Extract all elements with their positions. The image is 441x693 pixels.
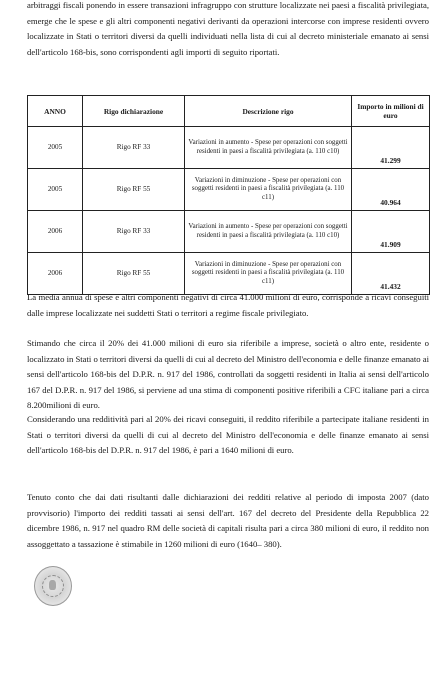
expense-table: [27, 95, 430, 295]
paragraph-intro: arbitraggi fiscali ponendo in essere transazioni infragruppo con strutture localizzate nei paesi a fiscalità privilegiata, emerge che le spese e gli altri componenti negativi derivanti da operazioni intercorse con imprese residenti ovvero localizzate in Stati o territori diversi da quelli individuati nella lista di cui al decreto ministeriale emanato ai sensi dell'articolo 168-bis, sono corrispondenti agli importi di seguito riportati.: [27, 0, 429, 57]
cell-rigo: Rigo RF 33: [83, 211, 185, 253]
table-row: [28, 169, 430, 211]
cell-importo: 41.432: [352, 253, 430, 295]
cell-anno: 2006: [28, 253, 83, 295]
paragraph-media-annua: La media annua di spese e altri componenti negativi di circa 41.000 milioni di euro, corrisponde a ricavi conseguiti dalle imprese localizzate nei suddetti Stati o territori a regime fiscale privilegiato.: [27, 292, 429, 318]
cell-descrizione: Variazioni in diminuzione - Spese per operazioni con soggetti residenti in paesi a fiscalità privilegiata (a. 110 c11): [185, 253, 352, 295]
paragraph-redditivita: Considerando una redditività pari al 20% dei ricavi conseguiti, il reddito riferibile a partecipate italiane residenti in Stati o territori diversi da quelli di cui al decreto del Ministro dell'economia e delle finanze emanato ai sensi dell'articolo 168-bis del D.P.R. n. 917 del 1986, è pari a 1640 milioni di euro.: [27, 414, 429, 455]
table-row: [28, 127, 430, 169]
table-header-row: [28, 96, 430, 127]
cell-rigo: Rigo RF 55: [83, 253, 185, 295]
cell-anno: 2006: [28, 211, 83, 253]
cell-importo: 41.299: [352, 127, 430, 169]
paragraph-reddito-non-tassato: Tenuto conto che dai dati risultanti dalle dichiarazioni dei redditi relative al periodo di imposta 2007 (dato provvisorio) l'importo dei redditi tassati ai sensi dell'art. 167 del decreto del Presidente della Repubblica 22 dicembre 1986, n. 917 nel quadro RM delle società di capitali risulta pari a circa 380 milioni di euro, il reddito non assoggettato a tassazione è stimabile in 1260 milioni di euro (1640– 380).: [27, 492, 429, 549]
cell-importo: 40.964: [352, 169, 430, 211]
header-anno: ANNO: [28, 96, 83, 127]
header-rigo: Rigo dichiarazione: [83, 96, 185, 127]
header-descrizione: Descrizione rigo: [185, 96, 352, 127]
cell-rigo: Rigo RF 55: [83, 169, 185, 211]
cell-anno: 2005: [28, 127, 83, 169]
paragraph-stima-cfc: Stimando che circa il 20% dei 41.000 milioni di euro sia riferibile a imprese, società o altro ente, residente o localizzato in Stati o territori diversi da quelli di cui al decreto del Ministro dell'economia e delle finanze emanato ai sensi dell'articolo 168-bis del D.P.R. n. 917 del 1986, controllati da soggetti residenti in Italia ai sensi dell'articolo 167 del D.P.R. n. 917 del 1986, si perviene ad una stima di componenti positive riferibili a CFC italiane pari a circa 8.200milioni di euro.: [27, 338, 429, 410]
table-row: [28, 211, 430, 253]
cell-anno: 2005: [28, 169, 83, 211]
cell-descrizione: Variazioni in aumento - Spese per operazioni con soggetti residenti in paesi a fiscalità privilegiata (a. 110 c10): [185, 127, 352, 169]
cell-descrizione: Variazioni in aumento - Spese per operazioni con soggetti residenti in paesi a fiscalità privilegiata (a. 110 c10): [185, 211, 352, 253]
cell-descrizione: Variazioni in diminuzione - Spese per operazioni con soggetti residenti in paesi a fiscalità privilegiata (a. 110 c11): [185, 169, 352, 211]
header-importo: Importo in milioni di euro: [352, 96, 430, 127]
official-seal-stamp: [34, 566, 72, 606]
table-row: [28, 253, 430, 295]
cell-importo: 41.909: [352, 211, 430, 253]
cell-rigo: Rigo RF 33: [83, 127, 185, 169]
